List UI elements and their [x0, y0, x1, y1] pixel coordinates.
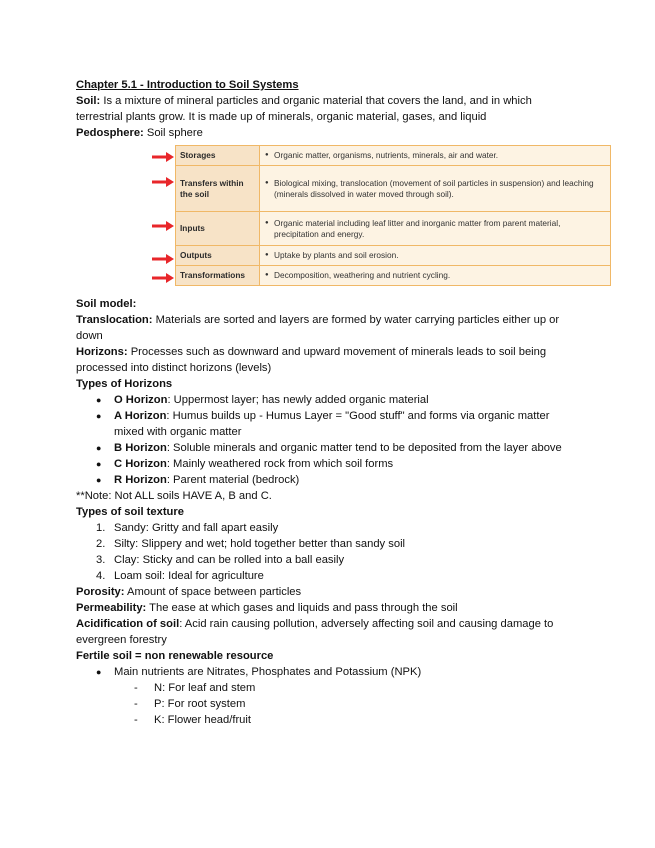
row-label: Outputs [176, 246, 260, 266]
row-label: Storages [176, 146, 260, 166]
document-body [76, 77, 594, 728]
soil-model-heading: Soil model: [76, 298, 137, 310]
row-value: ● Biological mixing, translocation (movement of soil particles in suspension) and leaching (minerals dissolved in water moved through soil). [260, 166, 611, 212]
chapter-title: Chapter 5.1 - Introduction to Soil Systems [76, 79, 299, 91]
list-item: ● B Horizon: Soluble minerals and organic matter tend to be deposited from the layer above [76, 440, 581, 456]
list-item: ● R Horizon: Parent material (bedrock) [76, 472, 581, 488]
translocation-term: Translocation: [76, 314, 153, 326]
red-arrow-icon [152, 152, 174, 162]
pedosphere-term: Pedosphere: [76, 127, 144, 139]
row-value: ● Organic matter, organisms, nutrients, minerals, air and water. [260, 146, 611, 166]
soil-term: Soil: [76, 95, 101, 107]
acidification-definition: Acidification of soil: Acid rain causing pollution, adversely affecting soil and causing damage to evergreen forestry [76, 618, 554, 646]
permeability-definition: Permeability: The ease at which gases and liquids and pass through the soil [76, 602, 458, 614]
red-arrow-icon [152, 254, 174, 264]
horizons-term: Horizons: [76, 346, 128, 358]
list-item: - P: For root system [76, 696, 581, 712]
list-item: 3. Clay: Sticky and can be rolled into a ball easily [96, 554, 345, 566]
row-value: ● Organic material including leaf litter and inorganic matter from parent material, precipitation and energy. [260, 212, 611, 246]
list-item: 1. Sandy: Gritty and fall apart easily [96, 522, 279, 534]
soil-def: Is a mixture of mineral particles and organic material that covers the land, and in which terrestrial plants grow. It is made up of minerals, organic material, gases, and liquid [76, 95, 532, 123]
row-value: ● Decomposition, weathering and nutrient cycling. [260, 266, 611, 286]
red-arrow-icon [152, 221, 174, 231]
row-label: Transfers within the soil [176, 166, 260, 212]
types-of-horizons-heading: Types of Horizons [76, 378, 173, 390]
row-label: Transformations [176, 266, 260, 286]
porosity-definition: Porosity: Amount of space between particles [76, 586, 302, 598]
table-row [176, 246, 611, 266]
pedosphere-definition [76, 125, 581, 141]
list-item: ● Main nutrients are Nitrates, Phosphates and Potassium (NPK) [76, 664, 581, 680]
red-arrow-icon [152, 177, 174, 187]
list-item: - N: For leaf and stem [76, 680, 581, 696]
row-value: ● Uptake by plants and soil erosion. [260, 246, 611, 266]
table-row [176, 146, 611, 166]
table-row [176, 266, 611, 286]
list-item: 2. Silty: Slippery and wet; hold together better than sandy soil [96, 538, 406, 550]
list-item: ● A Horizon: Humus builds up - Humus Layer = "Good stuff" and forms via organic matter mixed with organic matter [76, 408, 581, 440]
note: **Note: Not ALL soils HAVE A, B and C. [76, 490, 272, 502]
types-of-texture-heading: Types of soil texture [76, 506, 184, 518]
list-item: ● C Horizon: Mainly weathered rock from which soil forms [76, 456, 581, 472]
soil-definition [76, 93, 581, 125]
fertile-soil-heading: Fertile soil = non renewable resource [76, 650, 274, 662]
list-item: ● O Horizon: Uppermost layer; has newly added organic material [76, 392, 581, 408]
red-arrow-icon [152, 273, 174, 283]
pedosphere-def: Soil sphere [143, 127, 203, 139]
horizons-definition: Horizons: Processes such as downward and upward movement of minerals leads to soil being processed into distinct horizons (levels) [76, 346, 547, 374]
soil-system-figure [76, 141, 594, 296]
soil-system-table [175, 145, 611, 286]
row-label: Inputs [176, 212, 260, 246]
table-row [176, 212, 611, 246]
translocation-definition: Translocation: Materials are sorted and layers are formed by water carrying particles either up or down [76, 314, 560, 342]
table-row [176, 166, 611, 212]
list-item: 4. Loam soil: Ideal for agriculture [96, 570, 264, 582]
list-item: - K: Flower head/fruit [76, 712, 581, 728]
